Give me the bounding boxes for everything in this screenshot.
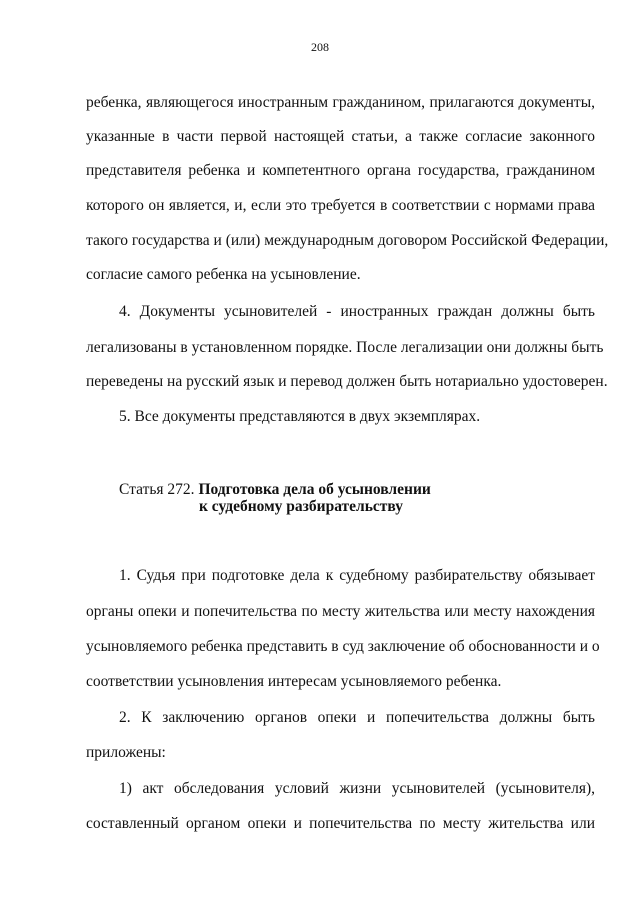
article-heading-continued — [199, 498, 403, 516]
article-number: Статья 272. — [119, 481, 195, 498]
text-line: указанные в части первой настоящей статьи, а также согласие законного — [86, 128, 595, 145]
text-line: согласие самого ребенка на усыновление. — [86, 266, 361, 283]
text-line: которого он является, и, если это требуется в соответствии с нормами права — [86, 197, 595, 214]
article-title-line2: к судебному разбирательству — [199, 498, 404, 515]
text-line: 1) акт обследования условий жизни усыновителей (усыновителя), — [119, 780, 595, 797]
text-line: 4. Документы усыновителей - иностранных граждан должны быть — [119, 303, 595, 320]
text-line: приложены: — [86, 744, 166, 761]
text-line: ребенка, являющегося иностранным гражданином, прилагаются документы, — [86, 94, 595, 111]
text-line: переведены на русский язык и перевод должен быть нотариально удостоверен. — [86, 373, 608, 390]
text-line: 1. Судья при подготовке дела к судебному разбирательству обязывает — [119, 567, 595, 584]
text-line: 5. Все документы представляются в двух экземплярах. — [119, 408, 481, 425]
article-heading — [119, 481, 431, 499]
text-line: легализованы в установленном порядке. После легализации они должны быть — [86, 339, 604, 356]
article-title-line1: Подготовка дела об усыновлении — [198, 481, 431, 498]
text-line: соответствии усыновления интересам усыновляемого ребенка. — [86, 673, 502, 690]
page-number: 208 — [311, 40, 329, 54]
text-line: усыновляемого ребенка представить в суд заключение об обоснованности и о — [86, 638, 600, 655]
text-line: составленный органом опеки и попечительства по месту жительства или — [86, 815, 595, 832]
text-line: представителя ребенка и компетентного органа государства, гражданином — [86, 162, 595, 179]
text-line: органы опеки и попечительства по месту жительства или месту нахождения — [86, 603, 595, 620]
text-line: такого государства и (или) международным договором Российской Федерации, — [86, 232, 609, 249]
text-line: 2. К заключению органов опеки и попечительства должны быть — [119, 709, 595, 726]
